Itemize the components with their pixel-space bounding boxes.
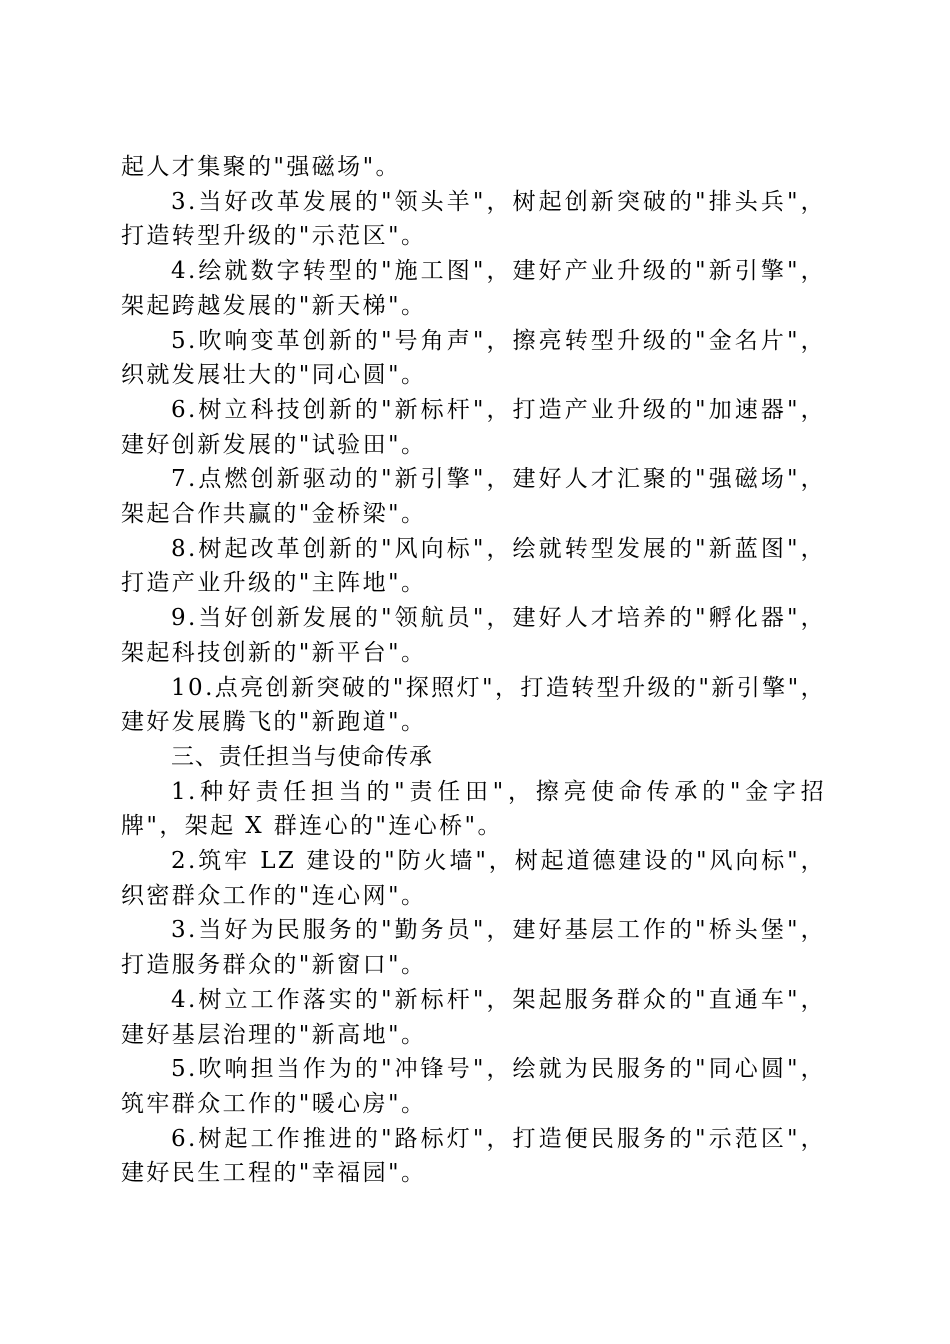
list-item: 5.吹响变革创新的"号角声"，擦亮转型升级的"金名片"，织就发展壮大的"同心圆"。 [121,327,826,389]
list-item: 3.当好为民服务的"勤务员"，建好基层工作的"桥头堡"，打造服务群众的"新窗口"。 [121,917,826,979]
document-body [121,150,826,1191]
section-heading: 三、责任担当与使命传承 [171,743,433,770]
list-item: 10.点亮创新突破的"探照灯"，打造转型升级的"新引擎"，建好发展腾飞的"新跑道"。 [121,674,826,736]
list-item: 9.当好创新发展的"领航员"，建好人才培养的"孵化器"，架起科技创新的"新平台"。 [121,605,826,666]
list-item: 6.树立科技创新的"新标杆"，打造产业升级的"加速器"，建好创新发展的"试验田"。 [121,396,826,458]
list-item: 3.当好改革发展的"领头羊"，树起创新突破的"排头兵"，打造转型升级的"示范区"。 [121,188,826,250]
list-item: 2.筑牢 LZ 建设的"防火墙"，树起道德建设的"风向标"，织密群众工作的"连心网"。 [121,848,826,909]
list-item: 4.绘就数字转型的"施工图"，建好产业升级的"新引擎"，架起跨越发展的"新天梯"。 [121,258,826,319]
list-item: 1.种好责任担当的"责任田"，擦亮使命传承的"金字招牌"，架起 X 群连心的"连心桥"。 [121,778,826,840]
list-item: 6.树起工作推进的"路标灯"，打造便民服务的"示范区"，建好民生工程的"幸福园"。 [121,1125,826,1187]
continuation-paragraph: 起人才集聚的"强磁场"。 [121,154,401,180]
list-item: 8.树起改革创新的"风向标"，绘就转型发展的"新蓝图"，打造产业升级的"主阵地"。 [121,535,826,597]
list-item: 4.树立工作落实的"新标杆"，架起服务群众的"直通车"，建好基层治理的"新高地"。 [121,986,826,1048]
list-item: 5.吹响担当作为的"冲锋号"，绘就为民服务的"同心圆"，筑牢群众工作的"暖心房"。 [121,1056,826,1117]
list-item: 7.点燃创新驱动的"新引擎"，建好人才汇聚的"强磁场"，架起合作共赢的"金桥梁"。 [121,466,826,528]
